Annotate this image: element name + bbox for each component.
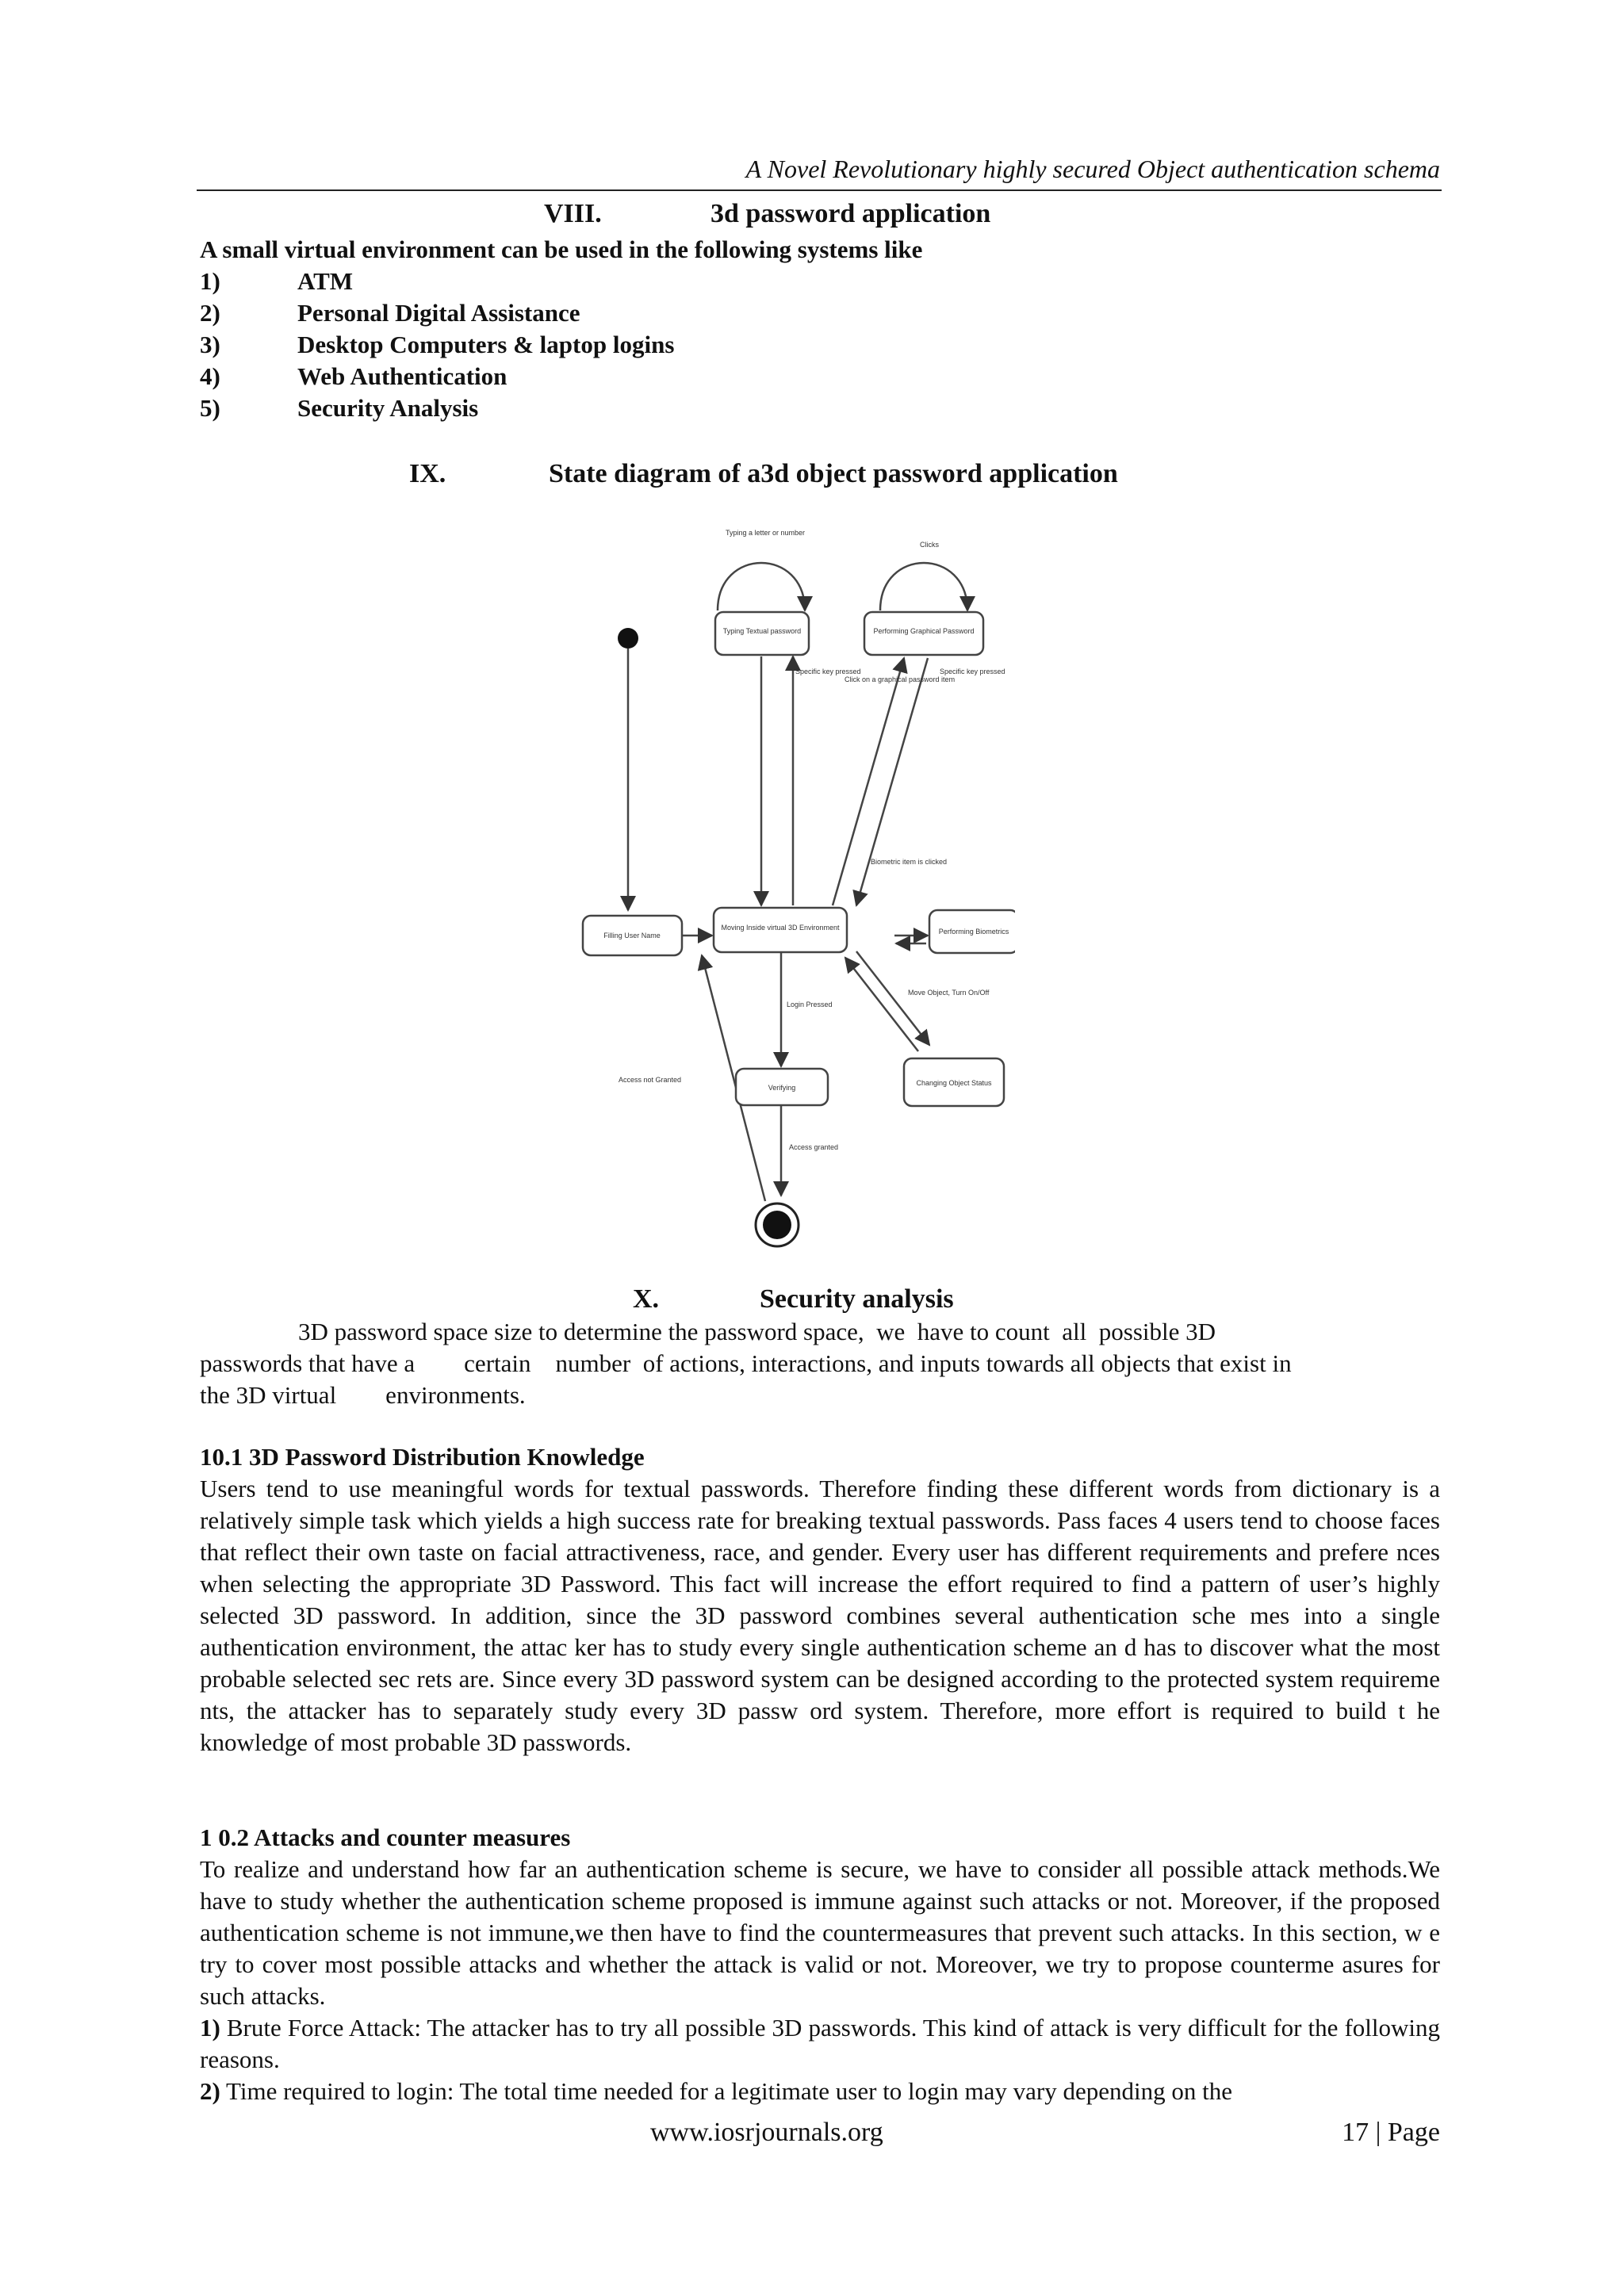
list-item-number: 3) [200, 331, 220, 358]
attack-item-1-text: Brute Force Attack: The attacker has to try all possible 3D passwords. This kind of attack is very difficult for the following reasons. [200, 2014, 1440, 2073]
state-changing-label: Changing Object Status [916, 1079, 992, 1087]
label-access-granted: Access granted [789, 1143, 839, 1151]
label-login-pressed: Login Pressed [787, 1001, 833, 1008]
attack-item-2-number: 2) [200, 2077, 220, 2105]
subsection-10-1-paragraph: Users tend to use meaningful words for textual passwords. Therefore finding these different words from dictionary is a relatively simple task which yields a high success rate for breaking textual passwords. Pass faces 4 users tend to choose faces that reflect their own taste on facial attractiveness, race, and gender. Every user has different requirements and prefere nces when selecting the appropriate 3D Password. This fact will increase the effort required to find a pattern of user’s highly selected 3D password. In addition, since the 3D password combines several authentication sche mes into a single authentication environment, the attac ker has to study every single authentication scheme an d has to discover what the most probable selected sec rets are. Since every 3D password system can be designed according to the protected system requireme nts, the attacker has to separately study every 3D passw ord system. Therefore, more effort is required to build t he knowledge of most probable 3D passwords. [200, 1475, 1440, 1756]
attack-item-2 [200, 2076, 1440, 2107]
state-biometrics-label: Performing Biometrics [938, 928, 1009, 936]
list-item-number: 4) [200, 362, 220, 390]
attack-item-1-number: 1) [200, 2014, 220, 2042]
running-head: A Novel Revolutionary highly secured Object authentication schema [745, 155, 1440, 183]
label-specific-key-2: Specific key pressed [940, 668, 1005, 675]
label-click-graphical: Click on a graphical password item [845, 675, 956, 683]
state-verifying-label: Verifying [768, 1084, 796, 1092]
subsection-10-2-paragraph: To realize and understand how far an authentication scheme is secure, we have to consider all possible attack methods.We have to study whether the authentication scheme proposed is immune against such attacks or not. Moreover, if the proposed authentication scheme is not immune,we then have to find the countermeasures that prevent such attacks. In this section, w e try to cover most possible attacks and whether the attack is valid or not. Moreover, we try to propose counterme asures for such attacks. [200, 1855, 1440, 2010]
edge-typing-self-loop [718, 563, 805, 610]
edge-changing-to-moving [845, 958, 918, 1051]
label-move-object: Move Object, Turn On/Off [908, 989, 990, 997]
section-10-title: Security analysis [760, 1284, 954, 1314]
list-item-number: 5) [200, 394, 220, 422]
state-moving-label: Moving Inside virtual 3D Environment [721, 924, 840, 932]
state-filling-label: Filling User Name [603, 932, 661, 939]
subsection-10-2-text [200, 1854, 1440, 2107]
state-graphical-label: Performing Graphical Password [873, 627, 975, 635]
section-8-title: 3d password application [710, 199, 991, 228]
section-10-number: X. [633, 1284, 660, 1314]
final-state-node [763, 1211, 791, 1239]
edge-graphical-to-moving [856, 658, 928, 905]
label-clicks: Clicks [920, 541, 939, 549]
list-item-text: Desktop Computers & laptop logins [297, 331, 675, 358]
section-8-intro: A small virtual environment can be used in the following systems like [200, 235, 923, 263]
section-10-line-3: the 3D virtual environments. [200, 1381, 526, 1409]
list-item-text: ATM [297, 267, 354, 295]
list-item-number: 2) [200, 299, 220, 327]
section-8-number: VIII. [544, 199, 602, 228]
edge-graphical-self-loop [880, 563, 967, 610]
list-item-text: Web Authentication [297, 362, 508, 390]
edge-moving-to-graphical [833, 658, 904, 905]
section-9-number: IX. [409, 459, 446, 488]
list-item-number: 1) [200, 267, 220, 295]
attack-item-2-text: Time required to login: The total time needed for a legitimate user to login may vary depending on the [220, 2077, 1232, 2105]
list-item-text: Security Analysis [297, 394, 479, 422]
state-typing-label: Typing Textual password [722, 627, 802, 635]
attack-item-1 [200, 2012, 1440, 2076]
list-item-text: Personal Digital Assistance [297, 299, 580, 327]
section-9-title: State diagram of a3d object password application [549, 459, 1118, 488]
subsection-10-1-heading: 10.1 3D Password Distribution Knowledge [200, 1443, 645, 1471]
footer-url: www.iosrjournals.org [650, 2118, 883, 2147]
header-rule [197, 189, 1442, 191]
section-10-line-1: 3D password space size to determine the password space, we have to count all possible 3D [298, 1318, 1216, 1345]
subsection-10-2-heading: 1 0.2 Attacks and counter measures [200, 1823, 571, 1851]
footer-page-number: 17 | Page [1342, 2118, 1440, 2147]
subsection-10-1-text [200, 1473, 1440, 1758]
label-typing-loop: Typing a letter or number [726, 529, 806, 537]
edge-moving-to-changing [856, 951, 929, 1045]
state-diagram [571, 515, 1015, 1269]
initial-state-node [618, 628, 638, 649]
label-specific-key-1: Specific key pressed [795, 668, 861, 675]
label-access-not-granted: Access not Granted [619, 1076, 682, 1084]
label-biometric: Biometric item is clicked [871, 858, 948, 866]
section-10-line-2: passwords that have a certain number of actions, interactions, and inputs towards all objects that exist in [200, 1349, 1292, 1377]
